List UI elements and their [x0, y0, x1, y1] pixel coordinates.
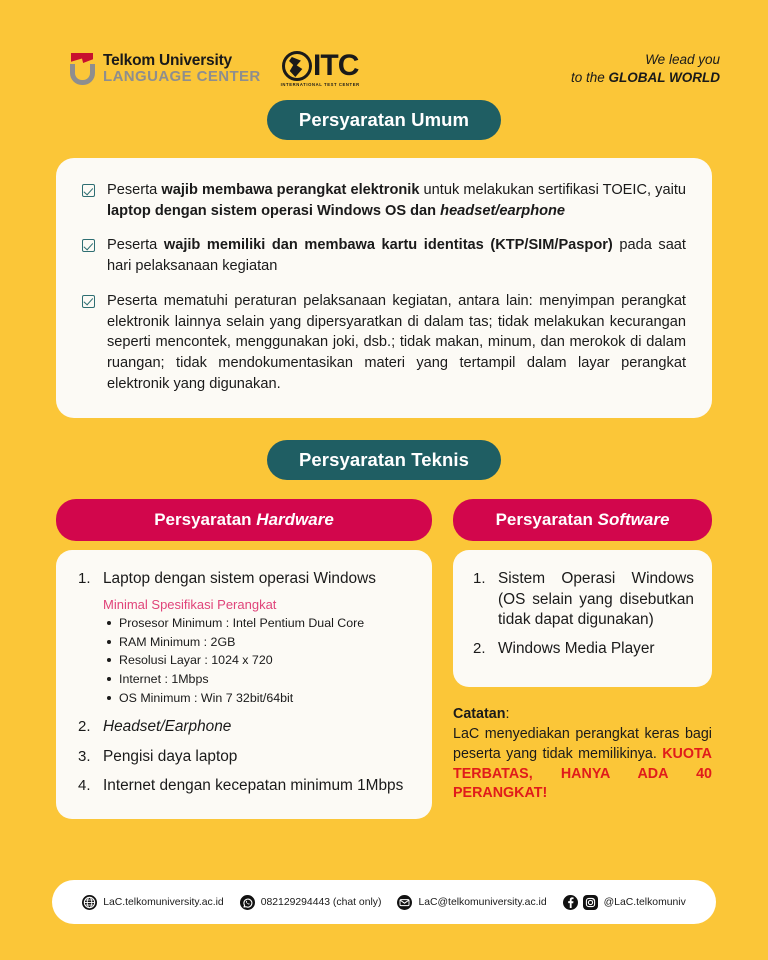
footer-website-text: LaC.telkomuniversity.ac.id	[103, 896, 224, 908]
umum-card	[56, 158, 712, 418]
software-heading-prefix: Persyaratan	[495, 510, 598, 530]
checkbox-checked-icon	[82, 184, 95, 197]
tagline-line1: We lead you	[645, 52, 720, 68]
umum-text-run: untuk melakukan sertifikasi TOEIC, yaitu	[419, 182, 686, 198]
software-item-1: Sistem Operasi Windows (OS selain yang disebutkan tidak dapat digunakan)	[498, 570, 694, 629]
hardware-spec-list	[103, 614, 410, 707]
umum-item-text-1	[107, 180, 686, 221]
tagline-line2	[571, 69, 720, 87]
umum-text-run: Peserta	[107, 182, 162, 198]
hardware-item-1-text: Laptop dengan sistem operasi Windows	[103, 570, 376, 588]
hardware-list	[76, 569, 410, 796]
umum-item-text-3	[107, 291, 686, 395]
telkom-university-language-center-logo	[70, 53, 261, 85]
hardware-spec-title: Minimal Spesifikasi Perangkat	[103, 596, 277, 612]
spec-item: RAM Minimum : 2GB	[103, 633, 410, 652]
spec-item: Prosesor Minimum : Intel Pentium Dual Core	[103, 614, 410, 633]
itc-logo	[281, 51, 360, 87]
social-icon-group	[563, 895, 598, 910]
footer-contact-bar	[52, 880, 716, 924]
catatan-colon: :	[505, 706, 510, 723]
footer-social-text: @LaC.telkomuniv	[603, 896, 686, 908]
software-card	[453, 550, 712, 687]
umum-text-run: laptop dengan sistem operasi Windows OS dan	[107, 202, 441, 219]
hardware-item-1	[76, 569, 410, 707]
telkom-logo-line2: LANGUAGE CENTER	[103, 68, 261, 86]
umum-list-item	[82, 291, 686, 395]
footer-whatsapp-text: 082129294443 (chat only)	[260, 896, 382, 908]
tagline-line2-prefix: to the	[570, 70, 609, 85]
footer-website[interactable]	[82, 895, 224, 910]
telkom-u-flag-icon	[70, 53, 96, 85]
tagline	[571, 51, 720, 86]
teknis-columns	[56, 499, 712, 818]
hardware-heading-emphasis: Hardware	[256, 510, 334, 530]
globe-icon	[282, 51, 312, 81]
facebook-icon[interactable]	[563, 895, 578, 910]
section-badge-umum: Persyaratan Umum	[267, 100, 501, 140]
globe-icon	[82, 895, 97, 910]
umum-text-run: pada saat hari pelaksanaan kegiatan	[107, 237, 686, 275]
hardware-item-2	[76, 717, 410, 737]
checkbox-checked-icon	[82, 239, 95, 252]
catatan-body: LaC menyediakan perangkat keras bagi peserta yang tidak memilikinya.	[453, 726, 712, 762]
umum-text-run: wajib memiliki dan membawa kartu identitas (KTP/SIM/Paspor)	[163, 237, 613, 254]
logo-group	[70, 51, 360, 87]
catatan-warning: KUOTA TERBATAS, HANYA ADA 40 PERANGKAT!	[453, 745, 712, 802]
catatan-title: Catatan	[453, 706, 506, 723]
umum-text-run: Peserta	[107, 237, 164, 254]
instagram-icon[interactable]	[583, 895, 598, 910]
footer-social[interactable]	[563, 895, 686, 910]
hardware-heading	[56, 499, 432, 541]
spec-item: Resolusi Layar : 1024 x 720	[103, 651, 410, 670]
email-icon	[397, 895, 412, 910]
umum-badge-wrap	[0, 100, 768, 140]
hardware-item-4: Internet dengan kecepatan minimum 1Mbps	[103, 777, 404, 795]
checkbox-checked-icon	[82, 295, 95, 308]
teknis-badge-wrap	[0, 440, 768, 480]
software-heading-emphasis: Software	[597, 510, 670, 530]
footer-email[interactable]	[397, 895, 546, 910]
umum-list-item	[82, 235, 686, 276]
umum-text-run: wajib membawa perangkat elektronik	[161, 182, 420, 198]
umum-text-run: Peserta mematuhi peraturan pelaksanaan kegiatan, antara lain: menyimpan perangkat elektronik lainnya selain yang dipersyaratkan di dalam tas; tidak melakukan kecurangan seperti mencontek, menggunakan joki, dsb.; tidak makan, minum, dan merokok di dalam ruangan; tidak mendokumentasikan materi yang tertampil dalam layar perangkat elektronik yang digunakan.	[107, 292, 686, 392]
page-header	[0, 0, 768, 100]
hardware-heading-prefix: Persyaratan	[154, 510, 257, 530]
footer-email-text: LaC@telkomuniversity.ac.id	[418, 896, 547, 908]
umum-item-text-2	[107, 235, 686, 276]
software-item-2: Windows Media Player	[498, 639, 655, 657]
software-heading	[453, 499, 712, 541]
itc-logo-letters: ITC	[313, 49, 359, 82]
spec-item: OS Minimum : Win 7 32bit/64bit	[103, 689, 410, 708]
footer-whatsapp[interactable]	[240, 895, 382, 910]
hardware-item-2-text: Headset/Earphone	[103, 718, 232, 736]
tagline-line2-emphasis: GLOBAL WORLD	[608, 70, 720, 85]
umum-text-run: headset/earphone	[440, 202, 566, 219]
hardware-card	[56, 550, 432, 818]
telkom-logo-line1: Telkom University	[103, 52, 232, 70]
software-column	[453, 499, 712, 804]
whatsapp-icon	[240, 895, 255, 910]
umum-list-item	[82, 180, 686, 221]
spec-item: Internet : 1Mbps	[103, 670, 410, 689]
section-badge-teknis: Persyaratan Teknis	[267, 440, 501, 480]
software-list	[471, 569, 694, 659]
hardware-column	[56, 499, 432, 818]
hardware-item-3: Pengisi daya laptop	[103, 747, 238, 765]
itc-logo-subtitle: INTERNATIONAL TEST CENTER	[280, 82, 360, 87]
catatan-note	[453, 705, 712, 804]
